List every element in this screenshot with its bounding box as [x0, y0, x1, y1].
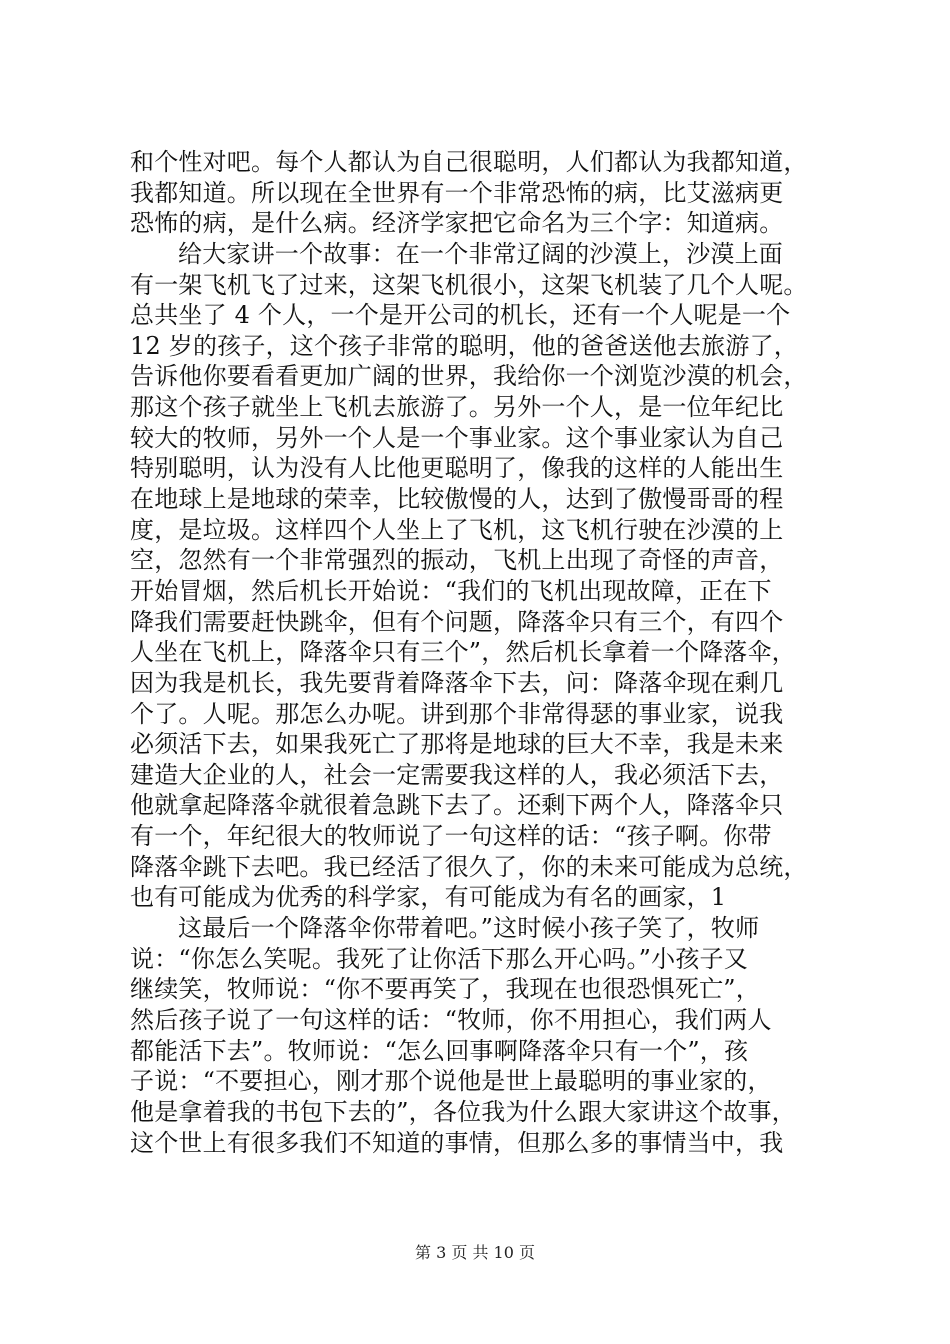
- text-line: 那这个孩子就坐上飞机去旅游了。另外一个人，是一位年纪比: [130, 393, 784, 422]
- text-line: 降落伞跳下去吧。我已经活了很久了，你的未来可能成为总统，: [130, 852, 808, 881]
- text-line: 这个世上有很多我们不知道的事情，但那么多的事情当中，我: [130, 1128, 784, 1157]
- text-line: 他是拿着我的书包下去的”，各位我为什么跟大家讲这个故事，: [130, 1097, 796, 1126]
- text-line: 继续笑，牧师说：“你不要再笑了，我现在也很恐惧死亡”，: [130, 975, 760, 1004]
- text-line: 给大家讲一个故事：在一个非常辽阔的沙漠上，沙漠上面: [178, 239, 783, 268]
- text-line: 都能活下去”。牧师说：“怎么回事啊降落伞只有一个”，孩: [130, 1036, 749, 1065]
- text-line: 12 岁的孩子，这个孩子非常的聪明，他的爸爸送他去旅游了，: [130, 331, 798, 360]
- text-line: 有一架飞机飞了过来，这架飞机很小，这架飞机装了几个人呢。: [130, 270, 808, 299]
- text-line: 这最后一个降落伞你带着吧。”这时候小孩子笑了，牧师: [178, 914, 760, 943]
- text-line: 降我们需要赶快跳伞，但有个问题，降落伞只有三个，有四个: [130, 607, 784, 636]
- text-line: 特别聪明，认为没有人比他更聪明了，像我的这样的人能出生: [130, 454, 784, 483]
- page-footer: 第 3 页 共 10 页: [415, 1243, 535, 1262]
- text-line: 人坐在飞机上，降落伞只有三个”，然后机长拿着一个降落伞，: [130, 638, 796, 667]
- text-line: 恐怖的病，是什么病。经济学家把它命名为三个字：知道病。: [130, 209, 784, 238]
- text-line: 必须活下去，如果我死亡了那将是地球的巨大不幸，我是未来: [130, 730, 784, 759]
- text-line: 说：“你怎么笑呢。我死了让你活下那么开心吗。”小孩子又: [130, 944, 748, 973]
- text-line: 我都知道。所以现在全世界有一个非常恐怖的病，比艾滋病更: [130, 178, 784, 207]
- text-line: 然后孩子说了一句这样的话：“牧师，你不用担心，我们两人: [130, 1005, 772, 1034]
- text-line: 度，是垃圾。这样四个人坐上了飞机，这飞机行驶在沙漠的上: [130, 515, 784, 544]
- text-line: 较大的牧师，另外一个人是一个事业家。这个事业家认为自己: [130, 423, 784, 452]
- text-line: 开始冒烟，然后机长开始说：“我们的飞机出现故障，正在下: [130, 576, 772, 605]
- text-line: 子说：“不要担心，刚才那个说他是世上最聪明的事业家的，: [130, 1067, 772, 1096]
- text-line: 在地球上是地球的荣幸，比较傲慢的人，达到了傲慢哥哥的程: [130, 485, 784, 514]
- text-line: 有一个，年纪很大的牧师说了一句这样的话：“孩子啊。你带: [130, 822, 772, 851]
- text-line: 总共坐了 4 个人，一个是开公司的机长，还有一个人呢是一个: [130, 301, 791, 330]
- text-line: 因为我是机长，我先要背着降落伞下去，问：降落伞现在剩几: [130, 668, 784, 697]
- body-text: [130, 147, 830, 1158]
- text-line: 和个性对吧。每个人都认为自己很聪明，人们都认为我都知道，: [130, 148, 808, 176]
- text-line: 告诉他你要看看更加广阔的世界，我给你一个浏览沙漠的机会，: [130, 362, 808, 391]
- text-line: 他就拿起降落伞就很着急跳下去了。还剩下两个人，降落伞只: [130, 791, 784, 820]
- text-line: 也有可能成为优秀的科学家，有可能成为有名的画家，1: [130, 883, 727, 912]
- text-line: 空，忽然有一个非常强烈的振动，飞机上出现了奇怪的声音，: [130, 546, 784, 575]
- text-line: 建造大企业的人，社会一定需要我这样的人，我必须活下去，: [130, 760, 784, 789]
- text-line: 个了。人呢。那怎么办呢。讲到那个非常得瑟的事业家，说我: [130, 699, 784, 728]
